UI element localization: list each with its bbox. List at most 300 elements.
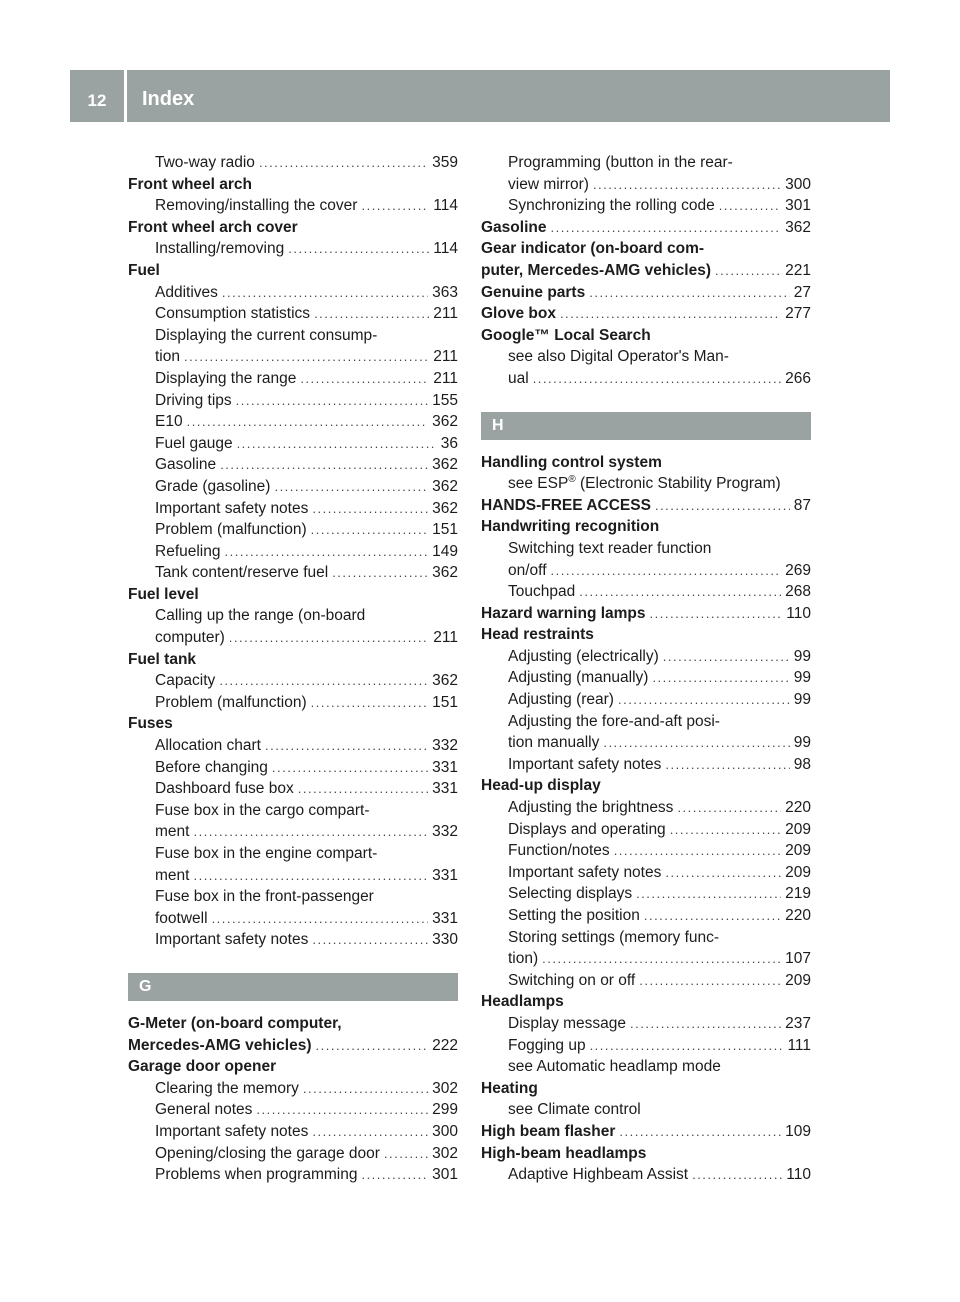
page-reference[interactable]: 277 <box>785 305 811 323</box>
index-subentry[interactable] <box>128 562 458 584</box>
page-reference[interactable]: 114 <box>433 240 458 258</box>
entry-text: Fuse box in the engine compart- <box>155 845 378 862</box>
page-reference[interactable]: 362 <box>432 456 458 474</box>
entry-text: G-Meter (on-board computer, <box>128 1014 342 1032</box>
index-subentry[interactable] <box>481 754 811 776</box>
leader-dots <box>361 1164 428 1186</box>
index-entry[interactable] <box>481 452 811 474</box>
index-subentry[interactable] <box>481 840 811 862</box>
entry-text: Glove box <box>481 305 556 323</box>
entry-text: footwell <box>155 909 208 927</box>
leader-dots <box>274 476 428 498</box>
index-entry[interactable] <box>128 713 458 735</box>
page-reference[interactable]: 300 <box>785 175 811 193</box>
page-reference[interactable]: 155 <box>432 391 458 409</box>
index-subentry[interactable] <box>481 473 811 495</box>
index-entry[interactable] <box>128 1056 458 1078</box>
index-subentry[interactable] <box>481 1164 811 1186</box>
index-subentry[interactable] <box>481 646 811 668</box>
page-reference[interactable]: 151 <box>432 521 458 539</box>
leader-dots <box>312 1121 428 1143</box>
entry-text: Allocation chart <box>155 737 261 755</box>
leader-dots <box>542 948 781 970</box>
leader-dots <box>590 1035 784 1057</box>
index-subentry[interactable] <box>128 605 458 627</box>
entry-text: Mercedes-AMG vehicles) <box>128 1036 312 1054</box>
leader-dots <box>618 689 790 711</box>
index-subentry[interactable] <box>128 800 458 822</box>
entry-text: Display message <box>508 1014 627 1032</box>
entry-text: puter, Mercedes-AMG vehicles) <box>481 261 711 279</box>
page-reference[interactable]: 362 <box>432 499 458 517</box>
page-reference[interactable]: 331 <box>432 866 458 884</box>
entry-text: see Climate control <box>508 1101 641 1119</box>
entry-text: tion manually <box>508 734 600 752</box>
index-subentry[interactable] <box>128 627 458 649</box>
index-entry[interactable] <box>128 584 458 606</box>
entry-text: Head restraints <box>481 626 594 644</box>
index-subentry[interactable] <box>481 368 811 390</box>
page-reference[interactable]: 27 <box>793 283 811 301</box>
page-reference[interactable]: 300 <box>432 1122 458 1140</box>
index-subentry[interactable] <box>128 303 458 325</box>
leader-dots <box>665 862 781 884</box>
page-reference[interactable]: 36 <box>440 434 458 452</box>
index-subentry[interactable] <box>128 195 458 217</box>
page-reference[interactable]: 109 <box>785 1122 811 1140</box>
index-subentry[interactable] <box>481 1035 811 1057</box>
page-reference[interactable]: 363 <box>432 283 458 301</box>
page-reference[interactable]: 222 <box>432 1036 458 1054</box>
leader-dots <box>222 282 428 304</box>
index-subentry[interactable] <box>481 152 811 174</box>
index-subentry[interactable] <box>128 1143 458 1165</box>
index-subentry[interactable] <box>481 346 811 368</box>
entry-text: Problems when programming <box>155 1166 358 1184</box>
entry-text: Installing/removing <box>155 240 285 258</box>
entry-text: General notes <box>155 1101 253 1119</box>
entry-text: Switching on or off <box>508 971 636 989</box>
page-reference[interactable]: 87 <box>793 496 811 514</box>
page-reference[interactable]: 359 <box>432 154 458 171</box>
entry-text: Important safety notes <box>155 499 309 517</box>
leader-dots <box>630 1013 781 1035</box>
entry-text: Fuel tank <box>128 650 197 668</box>
index-subentry[interactable] <box>128 1099 458 1121</box>
entry-text: tion <box>155 348 180 366</box>
leader-dots <box>619 1121 781 1143</box>
page-reference[interactable]: 220 <box>785 907 811 924</box>
entry-text: Genuine parts <box>481 283 586 301</box>
leader-dots <box>579 581 781 603</box>
index-subentry[interactable] <box>128 1121 458 1143</box>
entry-text: Fuses <box>128 715 173 733</box>
entry-text: Before changing <box>155 758 268 776</box>
page-reference[interactable]: 268 <box>785 583 811 601</box>
index-column-right <box>481 152 811 1186</box>
leader-dots <box>256 1099 428 1121</box>
entry-text: Capacity <box>155 672 216 690</box>
leader-dots <box>288 238 429 260</box>
index-subentry[interactable] <box>481 819 811 841</box>
page-reference[interactable]: 209 <box>785 842 811 860</box>
leader-dots <box>311 519 429 541</box>
entry-text: Gasoline <box>155 456 217 474</box>
page-reference[interactable]: 362 <box>432 564 458 582</box>
entry-text <box>508 473 781 495</box>
index-subentry[interactable] <box>128 346 458 368</box>
leader-dots <box>316 1035 429 1057</box>
index-subentry[interactable] <box>128 865 458 887</box>
entry-text: Adjusting (rear) <box>508 691 614 709</box>
entry-text: Fuel level <box>128 585 199 603</box>
leader-dots <box>652 667 789 689</box>
page-reference[interactable]: 209 <box>785 971 811 989</box>
index-entry[interactable] <box>481 495 811 517</box>
index-subentry[interactable] <box>128 454 458 476</box>
entry-text: Gasoline <box>481 218 547 236</box>
index-subentry[interactable] <box>128 498 458 520</box>
index-entry[interactable] <box>481 624 811 646</box>
leader-dots <box>193 865 428 887</box>
page-reference[interactable]: 149 <box>432 542 458 560</box>
index-subentry[interactable] <box>128 757 458 779</box>
index-subentry[interactable] <box>128 411 458 433</box>
page-reference[interactable]: 332 <box>432 737 458 755</box>
page-reference[interactable]: 99 <box>793 691 811 709</box>
index-subentry[interactable] <box>481 883 811 905</box>
index-entry[interactable] <box>128 1013 458 1035</box>
entry-text: Important safety notes <box>508 863 662 881</box>
index-subentry[interactable] <box>128 843 458 865</box>
page-reference[interactable]: 211 <box>433 369 458 387</box>
index-subentry[interactable] <box>481 689 811 711</box>
page-reference[interactable]: 110 <box>786 604 811 622</box>
leader-dots <box>636 883 781 905</box>
entry-text: Problem (malfunction) <box>155 521 307 539</box>
leader-dots <box>715 260 781 282</box>
page-reference[interactable]: 220 <box>785 799 811 817</box>
leader-dots <box>670 819 781 841</box>
leader-dots <box>212 908 429 930</box>
page-reference[interactable]: 299 <box>432 1101 458 1119</box>
leader-dots <box>312 498 428 520</box>
entry-text: Adjusting the fore-and-aft posi- <box>508 712 720 730</box>
entry-text: Two-way radio <box>155 154 255 171</box>
page-reference[interactable]: 331 <box>432 780 458 798</box>
entry-text: Important safety notes <box>155 931 309 949</box>
index-subentry[interactable] <box>128 908 458 930</box>
entry-text: Setting the position <box>508 907 640 924</box>
index-entry[interactable] <box>128 217 458 239</box>
page-reference[interactable]: 269 <box>785 561 811 579</box>
leader-dots <box>229 627 430 649</box>
index-entry[interactable] <box>481 775 811 797</box>
index-entry[interactable] <box>128 260 458 282</box>
leader-dots <box>265 735 428 757</box>
leader-dots <box>560 303 781 325</box>
page-reference[interactable]: 362 <box>432 413 458 431</box>
leader-dots <box>593 174 781 196</box>
index-entry[interactable] <box>481 217 811 239</box>
entry-text: High-beam headlamps <box>481 1144 647 1162</box>
index-subentry[interactable] <box>128 238 458 260</box>
entry-text-part: (Electronic Stability Program) <box>575 475 781 493</box>
letter-section-header: H <box>481 412 811 440</box>
section-gap <box>481 390 811 412</box>
index-subentry[interactable] <box>128 368 458 390</box>
leader-dots <box>663 646 790 668</box>
index-subentry[interactable] <box>128 886 458 908</box>
index-subentry[interactable] <box>128 152 458 174</box>
page-reference[interactable]: 301 <box>432 1166 458 1184</box>
index-subentry[interactable] <box>481 948 811 970</box>
index-subentry[interactable] <box>128 670 458 692</box>
leader-dots <box>650 603 783 625</box>
index-subentry[interactable] <box>128 692 458 714</box>
page-reference[interactable]: 237 <box>785 1014 811 1032</box>
entry-text: HANDS-FREE ACCESS <box>481 496 651 514</box>
index-subentry[interactable] <box>481 927 811 949</box>
index-entry[interactable] <box>128 174 458 196</box>
page-reference[interactable]: 221 <box>785 261 811 279</box>
index-entry[interactable] <box>481 303 811 325</box>
entry-text: Problem (malfunction) <box>155 693 307 711</box>
section-gap <box>128 951 458 973</box>
entry-text: Displaying the range <box>155 369 297 387</box>
entry-text: Programming (button in the rear- <box>508 154 733 171</box>
entry-text: ment <box>155 866 190 884</box>
leader-dots <box>332 562 428 584</box>
leader-dots <box>692 1164 782 1186</box>
entry-text: Driving tips <box>155 391 232 409</box>
page-reference[interactable]: 107 <box>785 950 811 968</box>
index-entry[interactable] <box>481 1121 811 1143</box>
entry-text: view mirror) <box>508 175 589 193</box>
index-entry[interactable] <box>128 649 458 671</box>
page-reference[interactable]: 331 <box>432 909 458 927</box>
leader-dots <box>533 368 781 390</box>
entry-text: Opening/closing the garage door <box>155 1144 380 1162</box>
entry-text: Front wheel arch cover <box>128 218 298 236</box>
leader-dots <box>361 195 429 217</box>
index-subentry[interactable] <box>481 797 811 819</box>
leader-dots <box>384 1143 428 1165</box>
page-reference[interactable]: 110 <box>786 1166 811 1184</box>
entry-text: Clearing the memory <box>155 1079 299 1097</box>
index-entry[interactable] <box>481 325 811 347</box>
leader-dots <box>311 692 429 714</box>
index-subentry[interactable] <box>481 970 811 992</box>
page-reference[interactable]: 151 <box>432 693 458 711</box>
page-reference[interactable]: 114 <box>433 197 458 215</box>
entry-text: Handwriting recognition <box>481 518 660 536</box>
leader-dots <box>225 541 429 563</box>
entry-text: Fuse box in the cargo compart- <box>155 801 370 819</box>
index-entry[interactable] <box>481 991 811 1013</box>
index-subentry[interactable] <box>128 325 458 347</box>
entry-text: ual <box>508 369 529 387</box>
entry-text: Displays and operating <box>508 820 666 838</box>
page-reference[interactable]: 211 <box>433 629 458 647</box>
index-subentry[interactable] <box>481 732 811 754</box>
index-entry[interactable] <box>481 260 811 282</box>
leader-dots <box>677 797 781 819</box>
index-subentry[interactable] <box>481 174 811 196</box>
index-subentry[interactable] <box>481 667 811 689</box>
entry-text: E10 <box>155 413 183 431</box>
index-subentry[interactable] <box>481 560 811 582</box>
index-subentry[interactable] <box>128 433 458 455</box>
entry-text: Adjusting (electrically) <box>508 647 659 665</box>
leader-dots <box>639 970 781 992</box>
entry-text: Important safety notes <box>508 755 662 773</box>
leader-dots <box>300 368 429 390</box>
index-subentry[interactable] <box>128 541 458 563</box>
page-reference[interactable]: 99 <box>793 647 811 665</box>
index-subentry[interactable] <box>128 821 458 843</box>
entry-text: Heating <box>481 1079 538 1097</box>
index-subentry[interactable] <box>481 538 811 560</box>
index-subentry[interactable] <box>481 1099 811 1121</box>
leader-dots <box>184 346 429 368</box>
index-subentry[interactable] <box>128 519 458 541</box>
index-subentry[interactable] <box>128 476 458 498</box>
entry-text: see Automatic headlamp mode <box>508 1058 721 1076</box>
index-subentry[interactable] <box>481 711 811 733</box>
page-reference[interactable]: 362 <box>785 218 811 236</box>
page-reference[interactable]: 332 <box>432 823 458 841</box>
page-reference[interactable]: 266 <box>785 369 811 387</box>
index-subentry[interactable] <box>481 1056 811 1078</box>
page-reference[interactable]: 219 <box>785 885 811 903</box>
entry-text: Calling up the range (on-board <box>155 607 366 625</box>
page-reference[interactable]: 330 <box>432 931 458 949</box>
entry-text: Grade (gasoline) <box>155 477 271 495</box>
page-reference[interactable]: 301 <box>785 197 811 215</box>
page-reference[interactable]: 302 <box>432 1079 458 1097</box>
page-number: 12 <box>87 91 107 110</box>
leader-dots <box>237 433 437 455</box>
index-subentry[interactable] <box>128 390 458 412</box>
leader-dots <box>551 560 782 582</box>
page-reference[interactable]: 362 <box>432 477 458 495</box>
leader-dots <box>298 778 428 800</box>
leader-dots <box>314 303 429 325</box>
entry-text: Switching text reader function <box>508 539 712 557</box>
entry-text: Touchpad <box>508 583 576 601</box>
leader-dots <box>220 454 428 476</box>
leader-dots <box>312 929 428 951</box>
entry-text: High beam flasher <box>481 1122 616 1140</box>
entry-text: see also Digital Operator's Man- <box>508 348 729 366</box>
letter-section-header: G <box>128 973 458 1001</box>
entry-text: Dashboard fuse box <box>155 780 294 798</box>
index-entry[interactable] <box>481 516 811 538</box>
page-reference[interactable]: 211 <box>433 348 458 366</box>
page-reference[interactable]: 211 <box>433 305 458 323</box>
leader-dots <box>272 757 428 779</box>
leader-dots <box>589 282 790 304</box>
page-reference[interactable]: 209 <box>785 863 811 881</box>
entry-text: on/off <box>508 561 547 579</box>
page-header <box>70 70 890 122</box>
page-reference[interactable]: 331 <box>432 758 458 776</box>
registered-mark: ® <box>568 474 576 486</box>
page-reference[interactable]: 362 <box>432 672 458 690</box>
leader-dots <box>644 905 781 927</box>
entry-text: Consumption statistics <box>155 305 311 323</box>
entry-text: Fogging up <box>508 1036 586 1054</box>
entry-text: Important safety notes <box>155 1122 309 1140</box>
entry-text: Tank content/reserve fuel <box>155 564 329 582</box>
entry-text: Head-up display <box>481 777 601 795</box>
page-reference[interactable]: 98 <box>793 755 811 773</box>
entry-text: Adjusting (manually) <box>508 669 649 687</box>
leader-dots <box>187 411 429 433</box>
index-subentry[interactable] <box>128 735 458 757</box>
leader-dots <box>303 1078 428 1100</box>
entry-text: Removing/installing the cover <box>155 197 358 215</box>
entry-text: Storing settings (memory func- <box>508 928 720 946</box>
page-reference[interactable]: 302 <box>432 1144 458 1162</box>
page-reference[interactable]: 99 <box>793 669 811 687</box>
index-entry[interactable] <box>481 238 811 260</box>
index-subentry[interactable] <box>128 282 458 304</box>
entry-text: Handling control system <box>481 453 662 471</box>
index-subentry[interactable] <box>481 1013 811 1035</box>
index-subentry[interactable] <box>481 905 811 927</box>
index-subentry[interactable] <box>481 581 811 603</box>
page-reference[interactable]: 111 <box>787 1036 811 1054</box>
index-entry[interactable] <box>481 603 811 625</box>
index-entry[interactable] <box>481 282 811 304</box>
entry-text: Front wheel arch <box>128 175 253 193</box>
index-subentry[interactable] <box>128 929 458 951</box>
leader-dots <box>219 670 428 692</box>
entry-text: Additives <box>155 283 218 301</box>
leader-dots <box>603 732 789 754</box>
entry-text: Displaying the current consump- <box>155 326 378 344</box>
entry-text: Adaptive Highbeam Assist <box>508 1166 689 1184</box>
leader-dots <box>259 152 428 174</box>
entry-text: Adjusting the brightness <box>508 799 674 817</box>
index-entry[interactable] <box>128 1035 458 1057</box>
index-entry[interactable] <box>481 1078 811 1100</box>
entry-text: Garage door opener <box>128 1058 277 1076</box>
page-reference[interactable]: 99 <box>793 734 811 752</box>
index-subentry[interactable] <box>481 862 811 884</box>
index-subentry[interactable] <box>128 1164 458 1186</box>
entry-text: Function/notes <box>508 842 610 860</box>
entry-text: Refueling <box>155 542 221 560</box>
entry-text: Headlamps <box>481 993 564 1011</box>
page-reference[interactable]: 209 <box>785 820 811 838</box>
entry-text-part: see ESP <box>508 475 569 493</box>
index-entry[interactable] <box>481 1143 811 1165</box>
entry-text: Fuel <box>128 261 160 279</box>
entry-text: Gear indicator (on-board com- <box>481 240 705 258</box>
index-subentry[interactable] <box>128 1078 458 1100</box>
index-subentry[interactable] <box>128 778 458 800</box>
leader-dots <box>655 495 790 517</box>
entry-text: Fuse box in the front-passenger <box>155 888 374 906</box>
leader-dots <box>719 195 781 217</box>
index-subentry[interactable] <box>481 195 811 217</box>
entry-text: ment <box>155 823 190 841</box>
entry-text: Synchronizing the rolling code <box>508 197 715 215</box>
section-title: Index <box>142 88 195 110</box>
